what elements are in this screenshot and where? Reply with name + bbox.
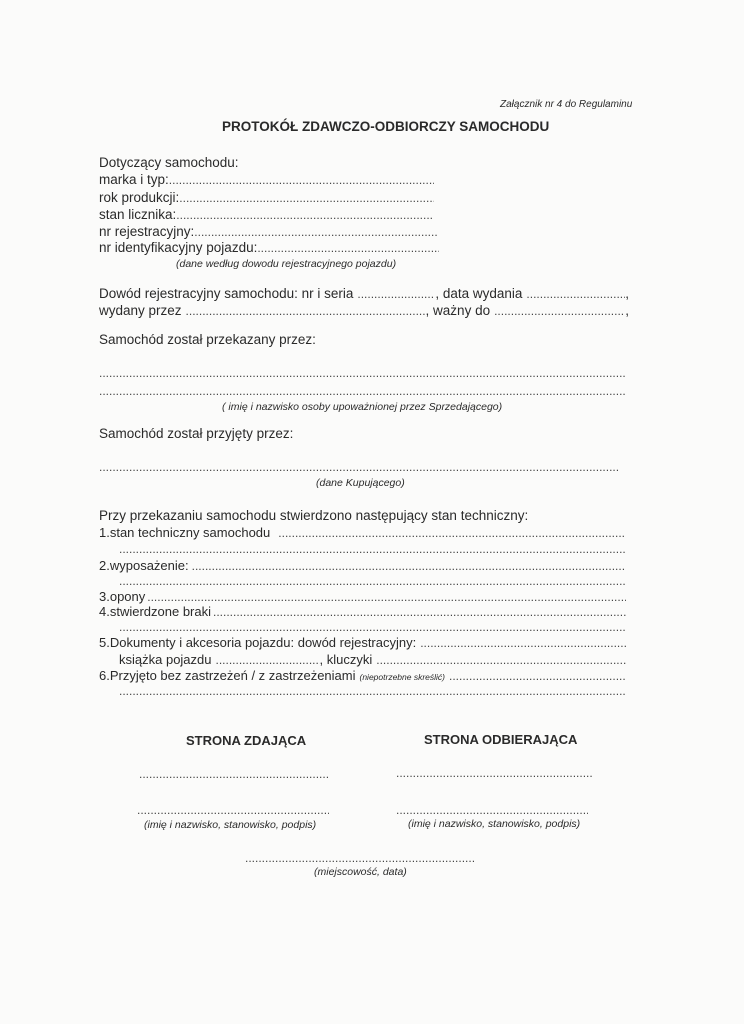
- item-number: 2.: [99, 558, 110, 573]
- vin-fill[interactable]: [257, 241, 439, 255]
- item-label: wyposażenie:: [109, 558, 189, 573]
- item-2-fill[interactable]: [192, 559, 626, 573]
- item-4-fill-2[interactable]: [119, 620, 625, 634]
- item-2-fill-2[interactable]: [119, 574, 625, 588]
- received-label: Samochód został przyjęty przez:: [99, 426, 294, 441]
- make-fill[interactable]: [169, 173, 434, 187]
- condition-item-2: [99, 558, 626, 573]
- item-6-fill[interactable]: [449, 669, 626, 683]
- receiving-party-title: STRONA ODBIERAJĄCA: [424, 732, 578, 747]
- issue-date-label: , data wydania: [435, 286, 523, 301]
- booklet-label: książka pojazdu: [119, 652, 212, 667]
- item-number: 1.: [99, 525, 110, 540]
- left-signature-fill-1[interactable]: [139, 767, 329, 781]
- reg-fill[interactable]: [194, 225, 437, 239]
- keys-fill[interactable]: [376, 653, 626, 667]
- handed-over-label: Samochód został przekazany przez:: [99, 332, 316, 347]
- left-signature-fill-2[interactable]: [137, 803, 329, 817]
- vehicle-note: (dane według dowodu rejestracyjnego pojazdu): [176, 258, 397, 270]
- odometer-label: stan licznika:: [99, 207, 177, 222]
- vehicle-heading: Dotyczący samochodu:: [99, 155, 239, 170]
- comma: ,: [625, 286, 629, 301]
- handed-over-fill-1[interactable]: [99, 366, 625, 380]
- handing-party-title: STRONA ZDAJĄCA: [186, 733, 307, 748]
- received-note: (dane Kupującego): [316, 477, 405, 489]
- issued-by-label: wydany przez: [99, 303, 182, 318]
- handed-over-note: ( imię i nazwisko osoby upoważnionej przez Sprzedającego): [222, 401, 503, 413]
- item-label: Przyjęto bez zastrzeżeń / z zastrzeżeniami: [109, 668, 356, 683]
- received-fill[interactable]: [99, 460, 619, 474]
- condition-item-6: [99, 668, 626, 683]
- strike-note: (niepotrzebne skreślić): [359, 672, 446, 682]
- comma: ,: [625, 303, 629, 318]
- item-5-fill[interactable]: [420, 636, 626, 650]
- place-date-fill[interactable]: [245, 851, 476, 865]
- document-title: PROTOKÓŁ ZDAWCZO-ODBIORCZY SAMOCHODU: [222, 119, 550, 134]
- reg-line: [99, 224, 437, 239]
- vin-line: [99, 240, 439, 255]
- attachment-note: Załącznik nr 4 do Regulaminu: [500, 99, 633, 110]
- reg-label: nr rejestracyjny:: [99, 224, 195, 239]
- item-3-fill[interactable]: [147, 590, 626, 604]
- registration-label: Dowód rejestracyjny samochodu: nr i seria: [99, 286, 354, 301]
- registration-line: [99, 286, 629, 301]
- item-number: 6.: [99, 668, 110, 683]
- vin-label: nr identyfikacyjny pojazdu:: [99, 240, 258, 255]
- issued-by-line: [99, 303, 629, 318]
- make-line: [99, 172, 434, 187]
- item-4-fill[interactable]: [213, 605, 626, 619]
- right-signature-fill-2[interactable]: [396, 803, 588, 817]
- right-signature-fill-1[interactable]: [396, 766, 592, 780]
- left-sign-note: (imię i nazwisko, stanowisko, podpis): [144, 819, 317, 831]
- item-label: opony: [109, 589, 146, 604]
- item-number: 3.: [99, 589, 110, 604]
- condition-heading: Przy przekazaniu samochodu stwierdzono następujący stan techniczny:: [99, 508, 529, 523]
- condition-item-3: [99, 589, 626, 604]
- make-label: marka i typ:: [99, 172, 169, 187]
- registration-number-fill[interactable]: [357, 287, 435, 301]
- item-1-fill[interactable]: [278, 526, 626, 540]
- booklet-line: [119, 652, 626, 667]
- year-line: [99, 190, 434, 205]
- valid-label: , ważny do: [425, 303, 491, 318]
- valid-fill[interactable]: [494, 304, 625, 318]
- keys-label: , kluczyki: [319, 652, 373, 667]
- odometer-line: [99, 207, 434, 222]
- condition-item-5: [99, 635, 626, 650]
- year-fill[interactable]: [179, 191, 434, 205]
- condition-item-4: [99, 604, 626, 619]
- item-label: stwierdzone braki: [109, 604, 211, 619]
- item-label: stan techniczny samochodu: [109, 525, 271, 540]
- year-label: rok produkcji:: [99, 190, 180, 205]
- item-6-fill-2[interactable]: [119, 684, 625, 698]
- issued-by-fill[interactable]: [186, 304, 426, 318]
- item-number: 5.: [99, 635, 110, 650]
- item-label: Dokumenty i akcesoria pojazdu: dowód rejestracyjny:: [109, 635, 417, 650]
- condition-item-1: [99, 525, 626, 540]
- issue-date-fill[interactable]: [526, 287, 625, 301]
- item-1-fill-2[interactable]: [119, 542, 625, 556]
- item-number: 4.: [99, 604, 110, 619]
- handed-over-fill-2[interactable]: [99, 384, 625, 398]
- place-date-note: (miejscowość, data): [314, 866, 407, 878]
- right-sign-note: (imię i nazwisko, stanowisko, podpis): [408, 818, 581, 830]
- odometer-fill[interactable]: [176, 208, 434, 222]
- booklet-fill[interactable]: [216, 653, 320, 667]
